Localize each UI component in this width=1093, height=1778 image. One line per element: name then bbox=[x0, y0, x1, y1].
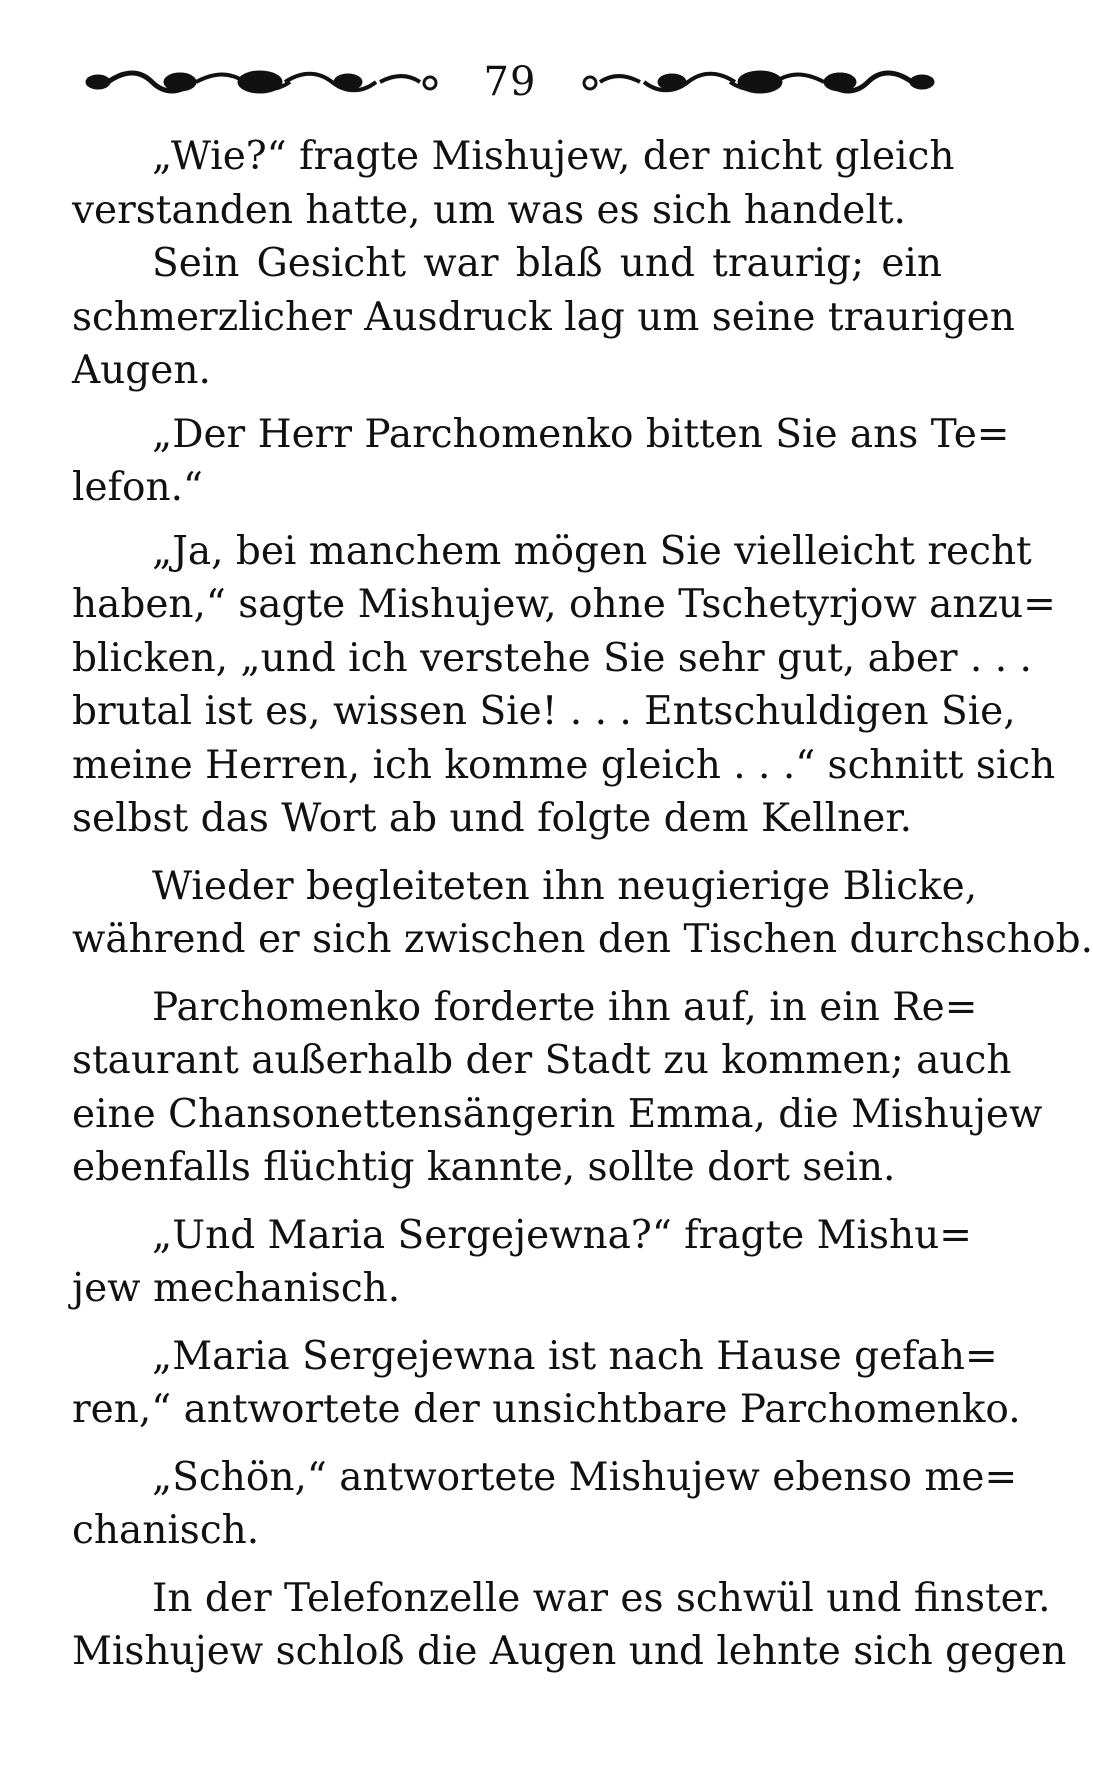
text-line: Augen. bbox=[72, 348, 211, 393]
text-line: „Der Herr Parchomenko bitten Sie ans Te= bbox=[152, 411, 1010, 457]
text-line: Mishujew schloß die Augen und lehnte sich gegen bbox=[72, 1629, 1067, 1674]
page-number: 79 bbox=[483, 59, 537, 105]
text-line: staurant außerhalb der Stadt zu kommen; auch bbox=[72, 1038, 1012, 1083]
text-line: ren,“ antwortete der unsichtbare Parchomenko. bbox=[72, 1387, 1021, 1432]
header-ornament-left bbox=[80, 62, 440, 102]
page-header bbox=[80, 52, 940, 112]
text-line: ebenfalls flüchtig kannte, sollte dort sein. bbox=[72, 1145, 896, 1190]
header-ornament-right bbox=[580, 62, 940, 102]
text-line: Sein Gesicht war blaß und traurig; ein bbox=[152, 241, 942, 286]
text-line: lefon.“ bbox=[72, 465, 203, 510]
text-line: verstanden hatte, um was es sich handelt. bbox=[72, 187, 906, 233]
text-line: brutal ist es, wissen Sie! . . . Entschuldigen Sie, bbox=[72, 689, 1016, 734]
text-line: eine Chansonettensängerin Emma, die Mishujew bbox=[72, 1091, 1043, 1137]
text-line: chanisch. bbox=[72, 1508, 260, 1553]
text-line: blicken, „und ich verstehe Sie sehr gut, aber . . . bbox=[72, 635, 1032, 681]
text-line: jew mechanisch. bbox=[72, 1266, 401, 1311]
text-line: haben,“ sagte Mishujew, ohne Tschetyrjow anzu= bbox=[72, 582, 1056, 627]
text-line: schmerzlicher Ausdruck lag um seine traurigen bbox=[72, 294, 1015, 340]
text-line: selbst das Wort ab und folgte dem Kellner. bbox=[72, 796, 913, 841]
text-line: „Schön,“ antwortete Mishujew ebenso me= bbox=[152, 1454, 1018, 1500]
text-line: meine Herren, ich komme gleich . . .“ schnitt sich bbox=[72, 742, 1056, 788]
body-text bbox=[72, 130, 1093, 1679]
text-line: „Wie?“ fragte Mishujew, der nicht gleich bbox=[152, 134, 955, 179]
text-line: Wieder begleiteten ihn neugierige Blicke, bbox=[152, 863, 978, 909]
text-line: Parchomenko forderte ihn auf, in ein Re= bbox=[152, 984, 978, 1030]
text-line: „Maria Sergejewna ist nach Hause gefah= bbox=[152, 1333, 998, 1379]
text-line: während er sich zwischen den Tischen durchschob. bbox=[72, 917, 1093, 962]
text-line: In der Telefonzelle war es schwül und finster. bbox=[152, 1575, 1051, 1621]
text-line: „Ja, bei manchem mögen Sie vielleicht recht bbox=[152, 528, 1032, 574]
text-line: „Und Maria Sergejewna?“ fragte Mishu= bbox=[152, 1212, 972, 1258]
